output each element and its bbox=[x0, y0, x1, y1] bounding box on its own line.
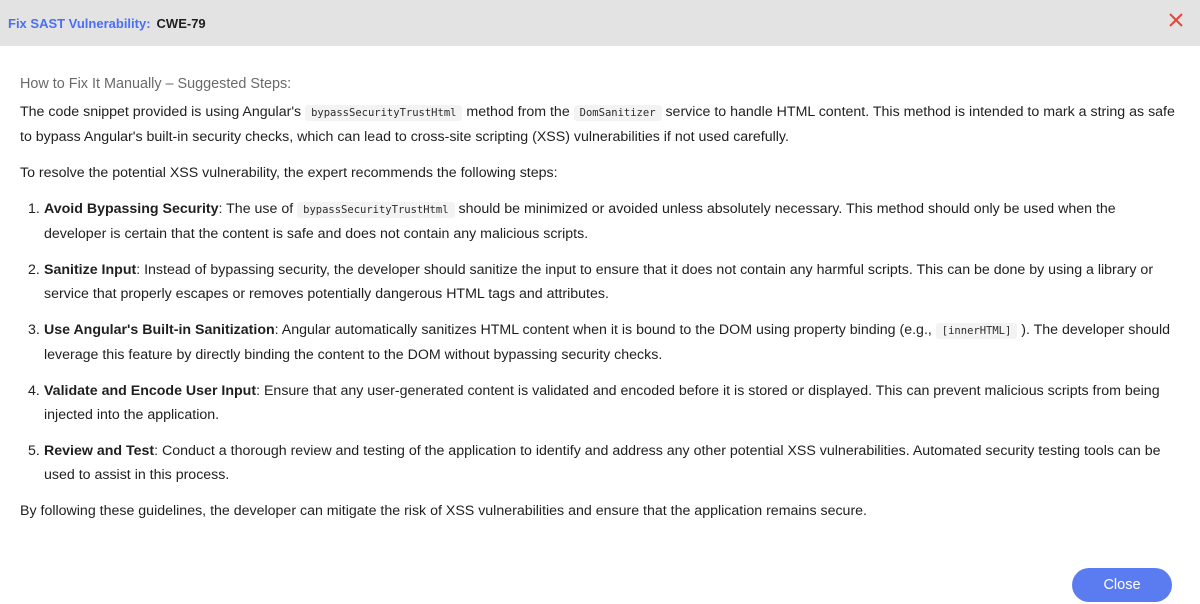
step-title: Validate and Encode User Input bbox=[44, 383, 257, 399]
intro-paragraph bbox=[20, 100, 1180, 149]
dialog-body bbox=[0, 46, 1200, 523]
step-text: ). The developer should leverage this feature by directly binding the content to the DOM without bypassing security checks. bbox=[44, 322, 1171, 363]
step-text: : Conduct a thorough review and testing of the application to identify and address any other potential XSS vulnerabilities. Automated security testing tools can be used to assist in this process. bbox=[44, 443, 1161, 483]
step-number: 1. bbox=[28, 201, 40, 217]
lead-paragraph: To resolve the potential XSS vulnerability, the expert recommends the following steps: bbox=[20, 165, 558, 181]
step-number: 2. bbox=[28, 262, 40, 278]
inline-code: bypassSecurityTrustHtml bbox=[297, 202, 454, 218]
dialog-title-prefix: Fix SAST Vulnerability: bbox=[8, 15, 151, 31]
step-number: 5. bbox=[28, 443, 40, 459]
step-item bbox=[20, 379, 1180, 427]
step-number: 3. bbox=[28, 322, 40, 338]
close-button[interactable]: Close bbox=[1072, 568, 1172, 602]
step-item bbox=[20, 318, 1180, 367]
dialog-footer bbox=[1072, 568, 1172, 602]
step-title: Use Angular's Built-in Sanitization bbox=[44, 322, 275, 338]
step-title: Review and Test bbox=[44, 443, 155, 459]
step-text: should be minimized or avoided unless absolutely necessary. This method should only be used when the developer is certain that the content is safe and does not contain any malicious scripts. bbox=[44, 201, 1116, 242]
steps-list bbox=[20, 197, 1180, 487]
step-text: : Angular automatically sanitizes HTML content when it is bound to the DOM using property binding (e.g., bbox=[274, 322, 936, 338]
step-title: Avoid Bypassing Security bbox=[44, 201, 219, 217]
step-item bbox=[20, 258, 1180, 306]
step-item bbox=[20, 439, 1180, 487]
dialog-header bbox=[0, 0, 1200, 46]
step-text: : Ensure that any user-generated content is validated and encoded before it is stored or displayed. This can prevent malicious scripts from being injected into the application. bbox=[44, 383, 1160, 423]
section-title: How to Fix It Manually – Suggested Steps: bbox=[20, 76, 292, 92]
step-title: Sanitize Input bbox=[44, 262, 137, 278]
intro-text-2: method from the bbox=[462, 104, 574, 120]
step-text: : Instead of bypassing security, the developer should sanitize the input to ensure that it does not contain any harmful scripts. This can be done by using a library or service that properly escapes or removes potentially dangerous HTML tags and attributes. bbox=[44, 262, 1154, 302]
intro-text-3: service to handle HTML content. This method is intended to mark a string as safe to bypass Angular's built-in security checks, which can lead to cross-site scripting (XSS) vulnerabilities if not used carefully. bbox=[20, 104, 1175, 145]
intro-text-1: The code snippet provided is using Angular's bbox=[20, 104, 306, 120]
conclusion-paragraph: By following these guidelines, the developer can mitigate the risk of XSS vulnerabilities and ensure that the application remains secure. bbox=[20, 503, 868, 519]
step-item bbox=[20, 197, 1180, 246]
step-number: 4. bbox=[28, 383, 40, 399]
step-text: : The use of bbox=[218, 201, 298, 217]
close-icon[interactable] bbox=[1166, 10, 1186, 30]
inline-code: DomSanitizer bbox=[574, 105, 662, 121]
inline-code: [innerHTML] bbox=[936, 323, 1018, 339]
dialog-title-cwe: CWE-79 bbox=[156, 15, 206, 31]
inline-code: bypassSecurityTrustHtml bbox=[305, 105, 462, 121]
